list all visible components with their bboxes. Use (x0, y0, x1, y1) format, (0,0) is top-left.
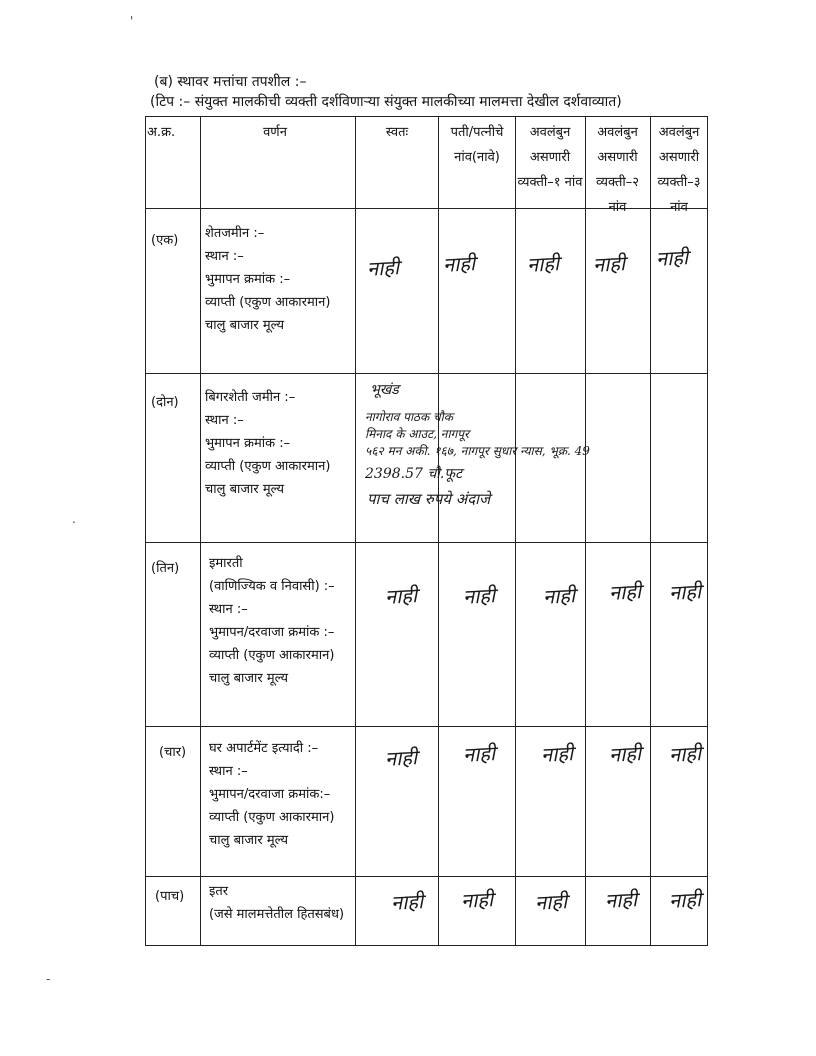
row-description (209, 880, 344, 926)
header-dependent-1: अवलंबुन असणारी व्यक्ती–१ नांव (517, 125, 583, 190)
section-heading: (ब) स्थावर मत्तांचा तपशील :– (154, 74, 307, 90)
table-line (145, 373, 708, 374)
handwritten-value: नाही (608, 579, 642, 605)
handwritten-value: नाही (655, 245, 689, 271)
header-spouse: पती/पत्नीचे नांव(नावे) (450, 125, 504, 165)
row-description (205, 386, 330, 501)
table-line (145, 726, 708, 727)
handwritten-value: नाही (542, 583, 576, 609)
handwritten-value: नाही (604, 887, 638, 913)
row-field: (जसे मालमत्तेतील हितसबंध) (209, 907, 345, 922)
scan-mark: - (46, 972, 51, 986)
handwritten-note: भूखंड (370, 382, 399, 398)
handwritten-value: नाही (668, 887, 702, 913)
row-field: व्याप्ती (एकुण आकारमान) (205, 459, 331, 474)
row-number: (चार) (159, 745, 187, 760)
row-field: चालु बाजार मूल्य (205, 482, 285, 497)
immovable-assets-table (145, 116, 708, 946)
table-line (355, 116, 356, 946)
handwritten-value: नाही (462, 583, 496, 609)
row-field: भुमापन क्रमांक :– (205, 436, 291, 451)
handwritten-note: मिनाद के आउट, नागपूर (365, 427, 470, 441)
table-line (145, 945, 708, 946)
scan-mark: ' (130, 14, 134, 28)
table-line (515, 116, 516, 946)
handwritten-value: नाही (384, 745, 418, 771)
table-line (438, 116, 439, 946)
scan-mark: . (72, 512, 76, 526)
handwritten-value: नाही (668, 741, 702, 767)
header-self: स्वतः (385, 125, 409, 140)
row-field: भुमापन/दरवाजा क्रमांक:– (209, 787, 331, 802)
handwritten-value: नाही (460, 887, 494, 913)
row-field: स्थान :– (209, 602, 248, 617)
handwritten-value: नाही (668, 579, 702, 605)
table-line (145, 116, 708, 117)
row-title: इतर (209, 884, 229, 899)
table-line (650, 116, 651, 946)
header-serial: अ.क्र. (147, 125, 176, 140)
header-description: वर्णन (263, 125, 287, 140)
table-line (585, 116, 586, 946)
section-note: (टिप :– संयुक्त मालकीची व्यक्ती दर्शविणाऱ्या संयुक्त मालकीच्या मालमत्ता देखील दर्शवाव्यात) (150, 94, 622, 110)
row-number: (एक) (151, 233, 179, 248)
handwritten-value: नाही (384, 583, 418, 609)
row-field: भुमापन/दरवाजा क्रमांक :– (209, 625, 335, 640)
row-field: स्थान :– (205, 249, 244, 264)
handwritten-value: नाही (366, 255, 400, 281)
handwritten-value: नाही (592, 251, 626, 277)
row-description (209, 552, 335, 690)
table-line (145, 542, 708, 543)
row-description (205, 222, 330, 337)
row-title: घर अपार्टमेंट इत्यादी :– (209, 741, 319, 756)
row-number: (पाच) (155, 889, 185, 904)
row-field: (वाणिज्यिक व निवासी) :– (209, 579, 335, 594)
row-field: व्याप्ती (एकुण आकारमान) (209, 810, 335, 825)
row-field: व्याप्ती (एकुण आकारमान) (209, 648, 335, 663)
header-dependent-2: अवलंबुन असणारी व्यक्ती–२ नांव (596, 125, 639, 215)
row-title: शेतजमीन :– (205, 226, 265, 241)
row-number: (तिन) (151, 561, 180, 576)
handwritten-value: नाही (608, 741, 642, 767)
handwritten-value: नाही (526, 251, 560, 277)
handwritten-value: नाही (534, 889, 568, 915)
row-field: चालु बाजार मूल्य (209, 833, 289, 848)
handwritten-value: नाही (540, 741, 574, 767)
handwritten-value: नाही (442, 251, 476, 277)
row-field: स्थान :– (205, 413, 244, 428)
handwritten-value: नाही (390, 889, 424, 915)
header-dependent-3: अवलंबुन असणारी व्यक्ती–३ नांव (657, 125, 701, 215)
handwritten-note: 2398.57 चौ.फूट (365, 466, 463, 482)
table-line (707, 116, 708, 946)
row-field: चालु बाजार मूल्य (205, 318, 285, 333)
handwritten-note: नागोराव पाठक चौक (365, 410, 454, 424)
row-number: (दोन) (151, 395, 179, 410)
row-field: चालु बाजार मूल्य (209, 671, 289, 686)
handwritten-note: पाच लाख रुपये अंदाजे (367, 490, 491, 508)
handwritten-note: ५६२ मन अकी. १६७, नागपूर सुधार न्यास, भूक्र. 49 (365, 444, 590, 458)
row-field: भुमापन क्रमांक :– (205, 272, 291, 287)
row-title: इमारती (209, 556, 243, 571)
table-line (145, 876, 708, 877)
row-field: स्थान :– (209, 764, 248, 779)
row-title: बिगरशेती जमीन :– (205, 390, 296, 405)
row-field: व्याप्ती (एकुण आकारमान) (205, 295, 331, 310)
table-line (200, 116, 201, 946)
row-description (209, 737, 334, 852)
table-line (145, 116, 146, 946)
handwritten-value: नाही (462, 741, 496, 767)
